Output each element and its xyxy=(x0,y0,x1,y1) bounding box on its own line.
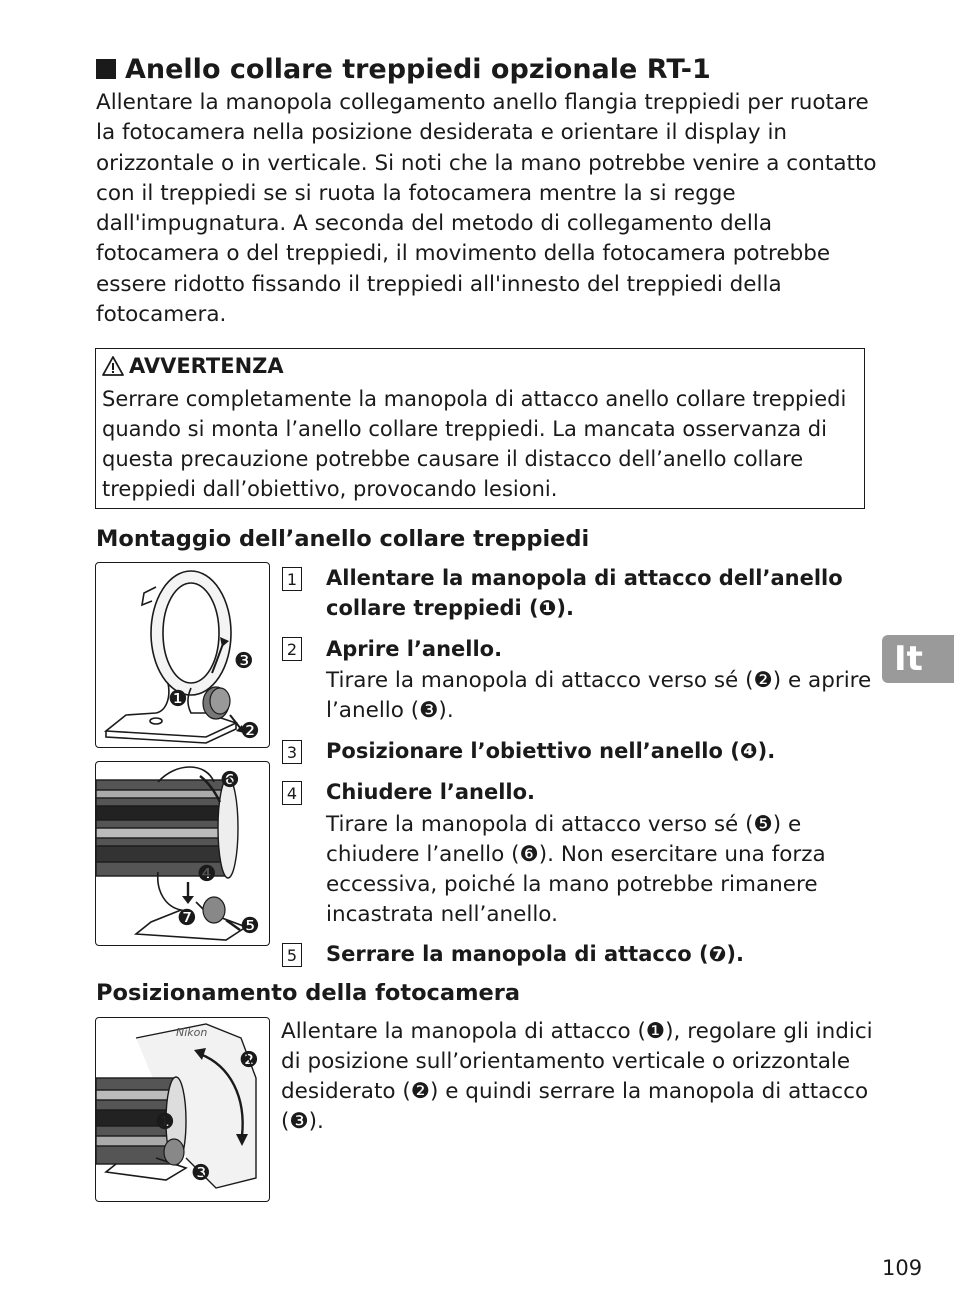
warning-line: Serrare completamente la manopola di attacco anello collare treppiedi xyxy=(102,387,847,411)
intro-paragraph xyxy=(96,88,876,330)
step-body: Tirare la manopola di attacco verso sé (❺) e chiudere l’anello (❻). Non esercitare una forza eccessiva, poiché la mano potrebbe rimanere incastrata nell’anello. xyxy=(326,812,826,927)
callout-2: ❷ xyxy=(239,1048,259,1073)
intro-line: Allentare la manopola collegamento anello flangia treppiedi per ruotare xyxy=(96,90,869,115)
language-tab: It xyxy=(882,635,954,683)
callout-5: ❺ xyxy=(240,914,260,939)
figure-ring-open xyxy=(95,562,270,748)
callout-6: ❻ xyxy=(220,768,240,793)
camera-brand-logo: Nikon xyxy=(176,1026,208,1039)
mounting-heading: Montaggio dell’anello collare treppiedi xyxy=(96,526,590,552)
warning-triangle-icon xyxy=(102,356,124,376)
intro-line: dall'impugnatura. A seconda del metodo di collegamento della xyxy=(96,211,773,237)
callout-3: ❸ xyxy=(234,649,254,674)
square-bullet-icon xyxy=(96,59,116,79)
section-title: Anello collare treppiedi opzionale RT-1 xyxy=(96,52,711,88)
intro-line: essere ridotto fissando il treppiedi all'innesto del treppiedi della xyxy=(96,271,782,297)
figure-lens-in-ring xyxy=(95,761,270,946)
intro-line: con il treppiedi se si ruota la fotocamera mentre la si regge xyxy=(96,180,736,206)
step-title: Chiudere l’anello. xyxy=(326,780,536,804)
step-title: Posizionare l’obiettivo nell’anello (❹). xyxy=(326,739,776,763)
warning-text xyxy=(102,384,846,504)
callout-2: ❷ xyxy=(240,719,260,744)
intro-line: la fotocamera nella posizione desiderata e orientare il display in xyxy=(96,120,788,146)
callout-3: ❸ xyxy=(191,1161,211,1186)
page-number: 109 xyxy=(882,1256,923,1280)
warning-line: questa precauzione potrebbe causare il distacco dell’anello collare xyxy=(102,447,804,471)
step-number: 2 xyxy=(282,637,302,661)
step-number: 1 xyxy=(282,567,302,591)
callout-1: ❶ xyxy=(168,687,188,712)
step-title: Allentare la manopola di attacco dell’anello collare treppiedi (❶). xyxy=(326,566,843,620)
step-body: Tirare la manopola di attacco verso sé (❷) e aprire l’anello (❸). xyxy=(326,668,872,723)
callout-7: ❼ xyxy=(177,906,197,931)
warning-box xyxy=(95,348,865,509)
intro-line: fotocamera. xyxy=(96,302,227,328)
callout-1: ❶ xyxy=(155,1110,175,1135)
warning-title: AVVERTENZA xyxy=(102,354,284,378)
callout-4: ❹ xyxy=(197,862,217,887)
step-number: 3 xyxy=(282,740,302,764)
figure-camera-rotation xyxy=(95,1017,270,1202)
step-title: Serrare la manopola di attacco (❼). xyxy=(326,942,744,966)
step-title: Aprire l’anello. xyxy=(326,637,503,661)
step-number: 4 xyxy=(282,781,302,805)
positioning-heading: Posizionamento della fotocamera xyxy=(96,980,521,1006)
warning-line: treppiedi dall’obiettivo, provocando lesioni. xyxy=(102,477,558,501)
intro-line: fotocamera o del treppiedi, il movimento della fotocamera potrebbe xyxy=(96,241,831,267)
step-number: 5 xyxy=(282,943,302,967)
positioning-paragraph: Allentare la manopola di attacco (❶), regolare gli indici di posizione sull’orientamento verticale o orizzontale desiderato (❷) e quindi serrare la manopola di attacco (❸). xyxy=(281,1019,873,1134)
warning-line: quando si monta l’anello collare treppiedi. La mancata osservanza di xyxy=(102,417,827,441)
camera-illustration xyxy=(96,1018,269,1201)
intro-line: orizzontale o in verticale. Si noti che la mano potrebbe venire a contatto xyxy=(96,150,877,176)
